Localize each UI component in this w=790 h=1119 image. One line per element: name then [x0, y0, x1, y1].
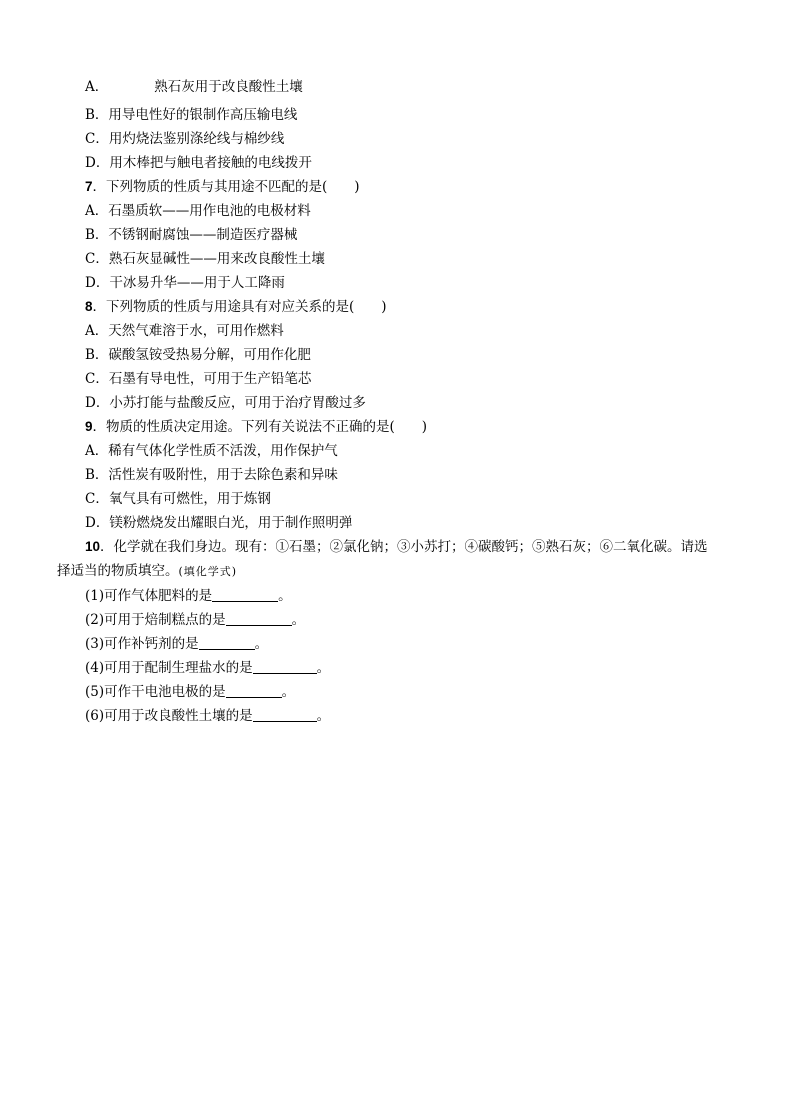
q10-answer-format-note: (填化学式) — [178, 565, 238, 578]
q8-option-d: D．小苏打能与盐酸反应，可用于治疗胃酸过多 — [85, 395, 366, 411]
answer-blank-5[interactable] — [226, 683, 282, 698]
q9-number: 9 — [85, 419, 93, 434]
q6-option-a-letter: A． — [85, 79, 109, 95]
answer-blank-1[interactable] — [212, 587, 278, 602]
q9-stem-text: ．物质的性质决定用途。下列有关说法不正确的是( ) — [92, 419, 428, 435]
q7-stem — [57, 175, 747, 199]
q7-option-b: B．不锈钢耐腐蚀——制造医疗器械 — [85, 227, 298, 243]
q10-sub-3-end: 。 — [254, 636, 269, 652]
q10-sub-2-prompt: (2)可用于焙制糕点的是 — [85, 612, 226, 628]
q10-sub-2-end: 。 — [291, 612, 306, 628]
q9-option-a: A．稀有气体化学性质不活泼，用作保护气 — [85, 443, 338, 459]
q10-sub-6-end: 。 — [316, 708, 331, 724]
q10-sub-5 — [57, 680, 747, 704]
q10-stem — [57, 535, 747, 559]
q7-option-d: D．干冰易升华——用于人工降雨 — [85, 275, 285, 291]
q10-stem-continued — [57, 559, 747, 584]
q10-sub-1 — [57, 584, 747, 608]
q7-stem-text: ．下列物质的性质与其用途不匹配的是( ) — [92, 179, 360, 195]
q7-option-c: C．熟石灰显碱性——用来改良酸性土壤 — [85, 251, 325, 267]
q10-sub-5-end: 。 — [281, 684, 296, 700]
question-content — [57, 75, 747, 728]
answer-blank-2[interactable] — [226, 611, 292, 626]
q6-option-c: C．用灼烧法鉴别涤纶线与棉纱线 — [85, 131, 285, 147]
q6-option-d: D．用木棒把与触电者接触的电线拨开 — [85, 155, 312, 171]
q10-sub-6 — [57, 704, 747, 728]
q10-sub-3 — [57, 632, 747, 656]
q7-option-a: A．石墨质软——用作电池的电极材料 — [85, 203, 311, 219]
q10-sub-4-prompt: (4)可用于配制生理盐水的是 — [85, 660, 253, 676]
q10-sub-1-end: 。 — [278, 588, 292, 604]
q9-option-c: C．氧气具有可燃性，用于炼钢 — [85, 491, 271, 507]
q10-sub-4 — [57, 656, 747, 680]
q8-stem-text: ．下列物质的性质与用途具有对应关系的是( ) — [92, 299, 387, 315]
answer-blank-4[interactable] — [253, 659, 317, 674]
q10-sub-2 — [57, 608, 747, 632]
q6-option-b: B．用导电性好的银制作高压输电线 — [85, 107, 298, 123]
q10-stem-text-line1: ．化学就在我们身边。现有：①石墨；②氯化钠；③小苏打；④碳酸钙；⑤熟石灰；⑥二氧化碳。请选 — [100, 539, 708, 555]
q10-sub-6-prompt: (6)可用于改良酸性土壤的是 — [85, 708, 253, 724]
q8-option-a: A．天然气难溶于水，可用作燃料 — [85, 323, 284, 339]
q9-option-d: D．镁粉燃烧发出耀眼白光，用于制作照明弹 — [85, 515, 353, 531]
q10-sub-3-prompt: (3)可作补钙剂的是 — [85, 636, 199, 652]
q9-stem — [57, 415, 747, 439]
q7-number: 7 — [85, 179, 93, 194]
q10-sub-4-end: 。 — [316, 660, 331, 676]
q9-option-b: B．活性炭有吸附性，用于去除色素和异味 — [85, 467, 338, 483]
q10-stem-text-line2: 择适当的物质填空。 — [57, 563, 179, 579]
answer-blank-3[interactable] — [199, 635, 255, 650]
q10-sub-5-prompt: (5)可作干电池电极的是 — [85, 684, 226, 700]
answer-blank-6[interactable] — [253, 707, 317, 722]
q6-option-a — [57, 75, 747, 99]
q8-stem — [57, 295, 747, 319]
q8-option-b: B．碳酸氢铵受热易分解，可用作化肥 — [85, 347, 311, 363]
q10-number: 10 — [85, 539, 101, 554]
q8-option-c: C．石墨有导电性，可用于生产铅笔芯 — [85, 371, 312, 387]
q6-option-a-text: 熟石灰用于改良酸性土壤 — [154, 79, 303, 95]
q8-number: 8 — [85, 299, 93, 314]
q10-sub-1-prompt: (1)可作气体肥料的是 — [85, 588, 213, 604]
